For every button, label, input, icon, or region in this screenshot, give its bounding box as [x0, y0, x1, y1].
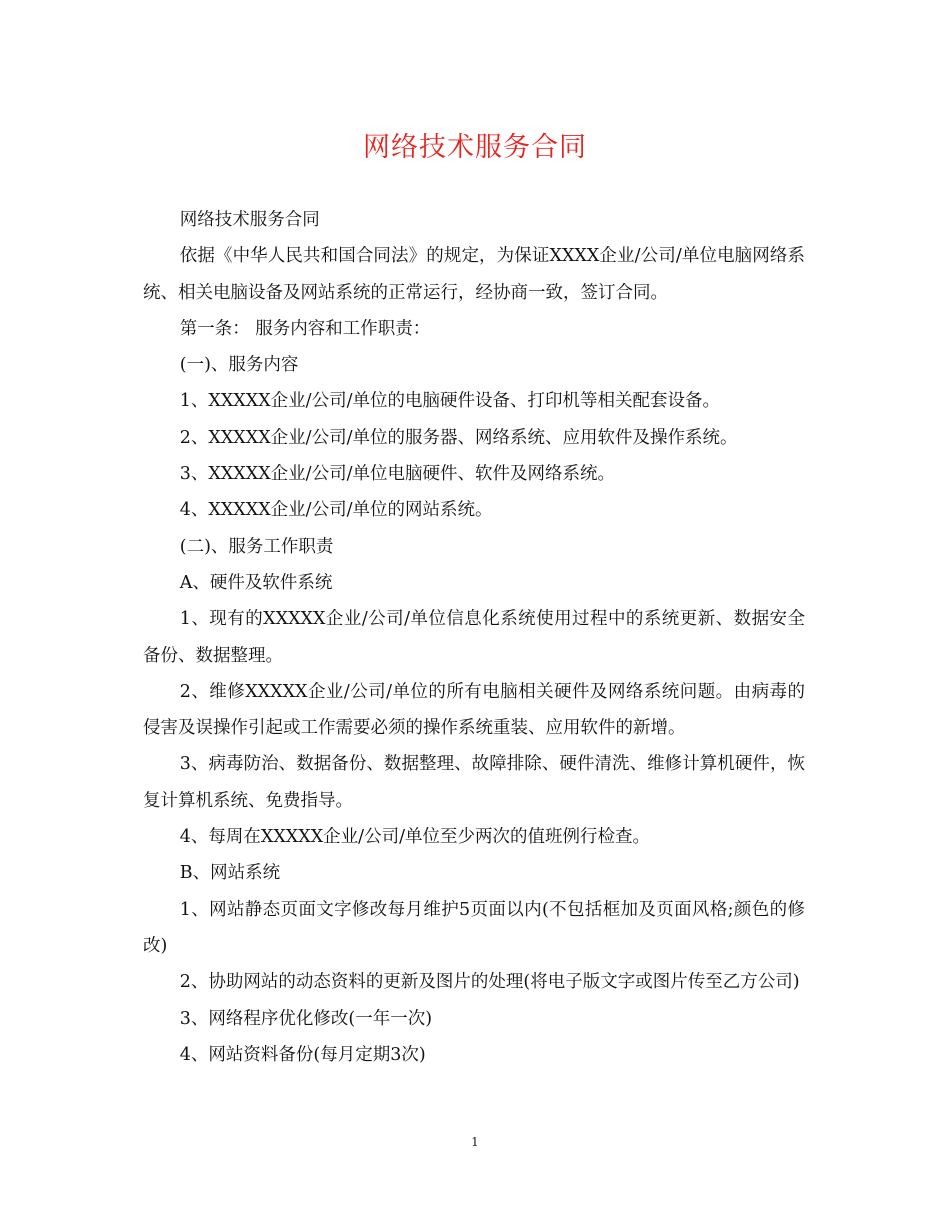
paragraph: 1、XXXXX企业/公司/单位的电脑硬件设备、打印机等相关配套设备。	[179, 391, 720, 412]
paragraph: (二)、服务工作职责	[179, 536, 334, 557]
paragraph: 3、XXXXX企业/公司/单位电脑硬件、软件及网络系统。	[179, 464, 615, 485]
paragraph: 3、病毒防治、数据备份、数据整理、故障排除、硬件清洗、维修计算机硬件，恢复计算机系统、免费指导。	[143, 754, 805, 811]
paragraph: 网络技术服务合同	[179, 210, 320, 230]
document-body	[143, 202, 805, 1073]
paragraph: B、网站系统	[179, 863, 281, 884]
paragraph: 4、每周在XXXXX企业/公司/单位至少两次的值班例行检查。	[179, 827, 650, 848]
paragraph: 第一条： 服务内容和工作职责：	[179, 318, 431, 339]
paragraph: 4、网站资料备份(每月定期3次)	[179, 1044, 426, 1065]
paragraph: 1、网站静态页面文字修改每月维护5页面以内(不包括框加及页面风格;颜色的修改)	[143, 899, 805, 956]
paragraph: A、硬件及软件系统	[179, 572, 333, 593]
paragraph: 3、网络程序优化修改(一年一次)	[179, 1008, 433, 1029]
paragraph: 2、协助网站的动态资料的更新及图片的处理(将电子版文字或图片传至乙方公司)	[179, 972, 800, 993]
paragraph: (一)、服务内容	[179, 355, 299, 376]
paragraph: 2、维修XXXXX企业/公司/单位的所有电脑相关硬件及网络系统问题。由病毒的侵害及误操作引起或工作需要必须的操作系统重装、应用软件的新增。	[143, 681, 805, 739]
paragraph: 4、XXXXX企业/公司/单位的网站系统。	[179, 500, 493, 521]
paragraph: 1、现有的XXXXX企业/公司/单位信息化系统使用过程中的系统更新、数据安全备份、数据整理。	[143, 609, 805, 666]
paragraph: 依据《中华人民共和国合同法》的规定，为保证XXXX企业/公司/单位电脑网络系统、相关电脑设备及网站系统的正常运行，经协商一致，签订合同。	[143, 246, 805, 303]
document-title: 网络技术服务合同	[363, 132, 587, 163]
page-number: 1	[471, 1135, 479, 1149]
paragraph: 2、XXXXX企业/公司/单位的服务器、网络系统、应用软件及操作系统。	[179, 427, 738, 448]
